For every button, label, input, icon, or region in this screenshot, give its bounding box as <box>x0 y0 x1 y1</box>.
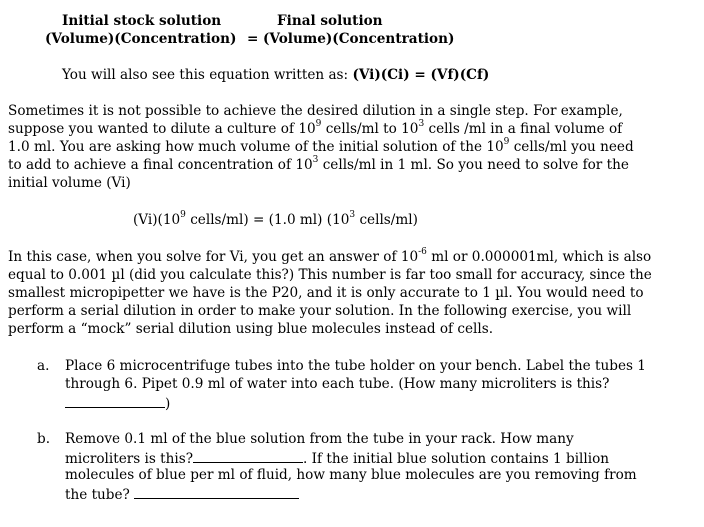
para1-line5: initial volume (Vi) <box>8 175 131 191</box>
para2-line3: smallest micropipetter we have is the P20, and it is only accurate to 1 µl. You would need to <box>8 285 644 301</box>
header-equals-sign: = <box>247 31 259 47</box>
item-b-marker: b. <box>37 431 51 447</box>
item-b-line2: microliters is this? . If the initial blue solution contains 1 billion <box>65 448 609 468</box>
para2-line4: perform a serial dilution in order to make your solution. In the following exercise, you will <box>8 303 632 319</box>
item-a-marker: a. <box>37 358 50 374</box>
para2-line5: perform a “mock” serial dilution using blue molecules instead of cells. <box>8 321 494 337</box>
item-a-line1: Place 6 microcentrifuge tubes into the tube holder on your bench. Label the tubes 1 <box>65 358 646 374</box>
header-initial-label: Initial stock solution <box>62 13 222 29</box>
alt-equation-line <box>62 66 489 84</box>
item-b-line1: Remove 0.1 ml of the blue solution from the tube in your rack. How many <box>65 431 574 447</box>
item-a-line2: through 6. Pipet 0.9 ml of water into each tube. (How many microliters is this? <box>65 376 610 392</box>
item-a-line3: ) <box>65 393 170 413</box>
header-final-formula: (Volume)(Concentration) <box>263 31 455 47</box>
alt-equation-lead: You will also see this equation written as: <box>62 67 349 83</box>
para1-line3: 1.0 ml. You are asking how much volume of the initial solution of the $10^9$ cells/ml you need <box>8 137 634 155</box>
item-b-line3: molecules of blue per ml of fluid, how many blue molecules are you removing from <box>65 467 637 483</box>
alt-equation-formula: (Vi)(Ci) = (Vf)(Cf) <box>352 67 490 83</box>
microliters-answer-blank-a[interactable] <box>65 393 165 408</box>
para1-line4: to add to achieve a final concentration of $10^3$ cells/ml in 1 ml. So you need to solve for the <box>8 155 629 173</box>
molecules-answer-blank[interactable] <box>134 484 299 499</box>
microliters-answer-blank-b[interactable] <box>193 448 303 463</box>
para2-line2: equal to 0.001 µl (did you calculate this?) This number is far too small for accuracy, since the <box>8 267 652 283</box>
para1-line2: suppose you wanted to dilute a culture of $10^9$ cells/ml to $10^3$ cells /ml in a final volume of <box>8 119 623 137</box>
dilution-equation: $(Vi)(10^9$ cells/ml) = (1.0 ml) ($10^3$ cells/ml) <box>133 210 418 228</box>
para2-line1: In this case, when you solve for Vi, you get an answer of $10^{-6}$ ml or 0.000001ml, which is also <box>8 247 652 265</box>
header-final-label: Final solution <box>277 13 383 29</box>
header-initial-formula: (Volume)(Concentration) <box>45 31 237 47</box>
item-b-line4: the tube? <box>65 484 299 504</box>
para1-line1: Sometimes it is not possible to achieve the desired dilution in a single step. For example, <box>8 103 623 119</box>
